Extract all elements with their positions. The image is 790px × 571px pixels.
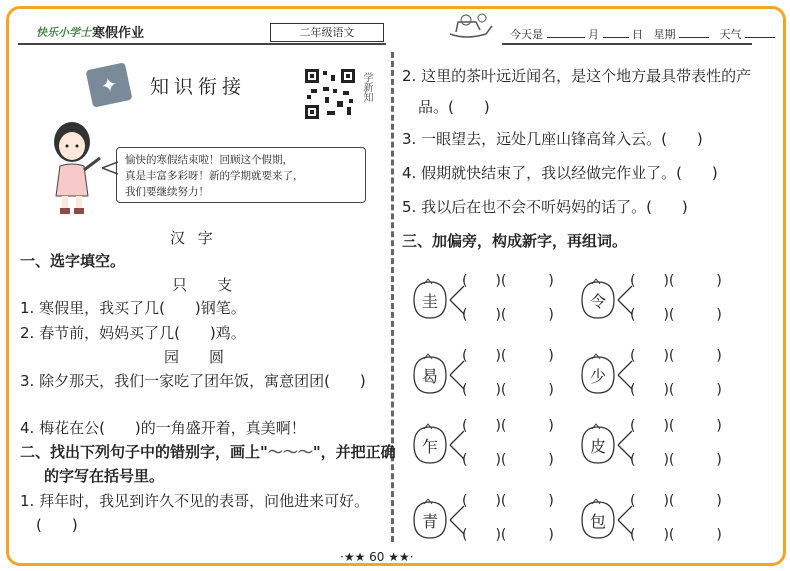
sleigh-illustration-icon	[446, 12, 502, 42]
q2-heading-part-a: 二、找出下列句子中的错别字，画上"	[20, 443, 268, 461]
answer-paren-pair[interactable]: ( )( )	[630, 382, 722, 398]
workbook-title: 寒假作业	[92, 26, 145, 41]
header-rule-left	[18, 43, 386, 45]
radical-char: 圭	[421, 292, 438, 311]
speech-line-3: 我们要继续努力！	[125, 186, 209, 198]
girl-illustration-icon	[42, 118, 108, 218]
answer-paren-pair[interactable]: ( )( )	[462, 273, 554, 289]
answer-paren-pair[interactable]: ( )( )	[630, 493, 722, 509]
speech-line-2: 真是丰富多彩呀！新的学期就要来了，	[125, 170, 304, 182]
q2-heading-part-b: "，并把正确	[312, 443, 396, 461]
q2-item-3: 3. 一眼望去，远处几座山锋高耸入云。( )	[402, 130, 703, 148]
page-number-value: 60	[369, 550, 385, 564]
page-number	[340, 548, 414, 566]
answer-paren-pair[interactable]: ( )( )	[630, 527, 722, 543]
q2-heading-cont: 的字写在括号里。	[44, 467, 165, 485]
radical-char: 曷	[421, 367, 438, 386]
q1-item-1: 1. 寒假里，我买了几( )钢笔。	[20, 299, 246, 317]
section-title: 知识衔接	[150, 76, 247, 98]
radical-char: 少	[589, 367, 606, 386]
wavy-line-mark: ～～～	[267, 443, 313, 461]
answer-paren-pair[interactable]: ( )( )	[630, 348, 722, 364]
answer-paren-pair[interactable]: ( )( )	[462, 452, 554, 468]
answer-paren-pair[interactable]: ( )( )	[630, 418, 722, 434]
q1-heading: 一、选字填空。	[20, 252, 126, 270]
topic-heading: 汉 字	[170, 229, 217, 247]
day-blank[interactable]	[603, 27, 629, 38]
q2-item-1: 1. 拜年时，我见到许久不见的表哥，问他进来可好。	[20, 492, 370, 510]
date-today-label: 今天是	[510, 28, 543, 41]
radical-char: 包	[589, 512, 606, 531]
q2-heading	[20, 443, 396, 461]
q1-item-2: 2. 春节前，妈妈买了几( )鸡。	[20, 324, 246, 342]
radical-char: 令	[589, 292, 606, 311]
q2-item-2-cont: 品。( )	[418, 98, 490, 116]
radical-char: 乍	[421, 437, 438, 456]
weather-blank[interactable]	[745, 27, 775, 38]
q1-item-4: 4. 梅花在公( )的一角盛开着，真美啊！	[20, 419, 306, 437]
q3-heading: 三、加偏旁，构成新字，再组词。	[402, 232, 628, 250]
radical-char: 皮	[589, 437, 606, 456]
answer-paren-pair[interactable]: ( )( )	[462, 418, 554, 434]
q2-item-5: 5. 我以后在也不会不听妈妈的话了。( )	[402, 198, 688, 216]
answer-paren-pair[interactable]: ( )( )	[630, 307, 722, 323]
q2-item-2: 2. 这里的茶叶远近闻名，是这个地方最具带表性的产	[402, 67, 752, 85]
date-week-label: 星期	[653, 28, 676, 41]
month-blank[interactable]	[547, 27, 585, 38]
grade-badge: 二年级语文	[270, 23, 384, 42]
answer-paren-pair[interactable]: ( )( )	[462, 348, 554, 364]
qr-label: 学新知	[361, 72, 372, 102]
choice-pair-1: 只 支	[172, 276, 233, 294]
answer-paren-pair[interactable]: ( )( )	[462, 527, 554, 543]
radical-char: 青	[421, 512, 438, 531]
speech-line-1: 愉快的寒假结束啦！回顾这个假期，	[125, 154, 293, 166]
date-day-label: 日	[632, 28, 643, 41]
qr-code-icon[interactable]	[303, 67, 357, 121]
speech-bubble	[116, 147, 366, 203]
q1-item-3: 3. 除夕那天，我们一家吃了团年饭，寓意团团( )	[20, 372, 366, 390]
answer-paren-pair[interactable]: ( )( )	[630, 273, 722, 289]
choice-pair-2: 园 圆	[164, 348, 225, 366]
brand-logo: 快乐小学士	[36, 26, 91, 39]
answer-paren-pair[interactable]: ( )( )	[462, 307, 554, 323]
date-month-label: 月	[588, 28, 599, 41]
star-deco-right: ★★·	[384, 550, 414, 564]
answer-paren-pair[interactable]: ( )( )	[462, 493, 554, 509]
date-line	[510, 26, 775, 44]
answer-paren-pair[interactable]: ( )( )	[462, 382, 554, 398]
column-divider	[391, 52, 394, 542]
answer-paren-pair[interactable]: ( )( )	[630, 452, 722, 468]
star-deco-left: ·★★	[340, 550, 370, 564]
week-blank[interactable]	[679, 27, 709, 38]
fish-book-icon: ✦	[85, 62, 132, 107]
q2-item-1-answer[interactable]: ( )	[36, 516, 78, 534]
q2-item-4: 4. 假期就快结束了，我以经做完作业了。( )	[402, 164, 718, 182]
date-weather-label: 天气	[719, 28, 742, 41]
